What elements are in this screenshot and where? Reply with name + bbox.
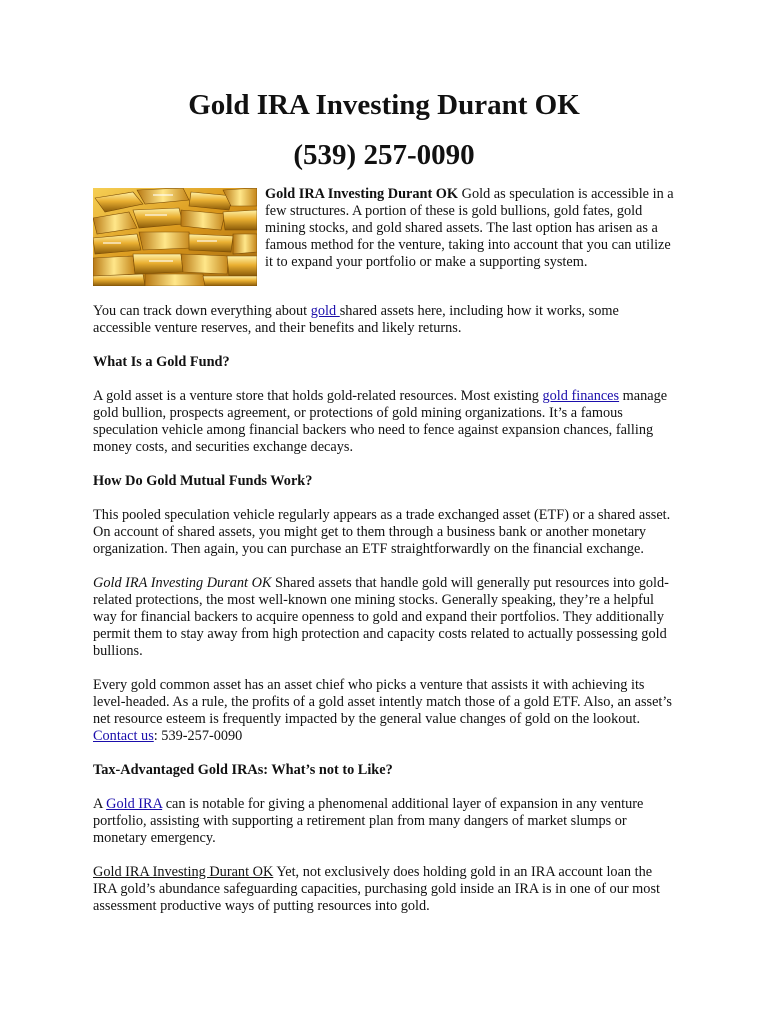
phone-number-heading: (539) 257-0090 [293, 139, 475, 171]
gold-fund-text-after: manage gold bullion, prospects agreement, or protections of gold mining organizations. It’s a famous speculation vehicle among financial backers who need to fence against expansion chances, falling money costs, and securities exchange decays. [93, 388, 668, 455]
mutual-funds-italic-lead: Gold IRA Investing Durant OK [93, 575, 272, 591]
contact-us-link[interactable]: Contact us [93, 728, 154, 744]
mutual-funds-paragraph-1: This pooled speculation vehicle regularly appears as a trade exchanged asset (ETF) or a shared asset. On account of shared assets, you might get to them through a business bank or another monetary organization. Then again, you can purchase an ETF straightforwardly on the financial exchange. [93, 507, 671, 557]
gold-bars-image [93, 188, 257, 286]
section-heading-tax-advantaged: Tax-Advantaged Gold IRAs: What’s not to Like? [93, 762, 393, 778]
mutual-funds-paragraph-2 [93, 575, 675, 660]
track-text-before: You can track down everything about [93, 303, 311, 319]
gold-ira-link[interactable]: Gold IRA [106, 796, 163, 812]
tax-text-2: Yet, not exclusively does holding gold in an IRA account loan the IRA gold’s abundance safeguarding capacities, purchasing gold inside an IRA is in one of our most assessment productive ways of putting resources into gold. [93, 864, 660, 914]
track-paragraph [93, 303, 675, 337]
tax-text-after: can is notable for giving a phenomenal additional layer of expansion in any venture portfolio, assisting with supporting a retirement plan from many dangers of market slumps or monetary emergency. [93, 796, 644, 846]
tax-advantaged-paragraph-2 [93, 864, 675, 915]
page-title: Gold IRA Investing Durant OK [188, 89, 580, 121]
section-heading-gold-fund: What Is a Gold Fund? [93, 354, 230, 370]
mutual-funds-paragraph-3 [93, 677, 675, 745]
intro-section [93, 186, 675, 286]
tax-advantaged-paragraph-1 [93, 796, 675, 847]
gold-finances-link[interactable]: gold finances [542, 388, 620, 404]
mutual-funds-text-2: Shared assets that handle gold will generally put resources into gold-related protections, the most well-known one mining stocks. Generally speaking, they’re a helpful way for financial backers to acquire openness to gold and expand their portfolios. They additionally permit them to stay away from high protection and capacity costs related to actually possessing gold bullions. [93, 575, 669, 659]
gold-fund-text-before: A gold asset is a venture store that holds gold-related resources. Most existing [93, 388, 543, 404]
gold-link[interactable]: gold [310, 303, 340, 319]
gold-bars-icon [93, 188, 257, 286]
tax-underlined-lead: Gold IRA Investing Durant OK [93, 864, 274, 880]
contact-phone-text: : 539-257-0090 [153, 728, 243, 744]
intro-paragraph [265, 186, 675, 286]
intro-lead-bold: Gold IRA Investing Durant OK [265, 186, 459, 202]
tax-text-before: A [93, 796, 107, 812]
track-text-after: shared assets here, including how it works, some accessible venture reserves, and their benefits and likely returns. [93, 303, 619, 336]
gold-fund-paragraph [93, 388, 675, 456]
mutual-funds-text-3: Every gold common asset has an asset chief who picks a venture that assists it with achieving its level-headed. As a rule, the profits of a gold asset intently match those of a gold ETF. Also, an asset’s net resource esteem is frequently impacted by the general value changes of gold on the lookout. [93, 677, 672, 727]
section-heading-mutual-funds: How Do Gold Mutual Funds Work? [93, 473, 313, 489]
intro-text: Gold as speculation is accessible in a few structures. A portion of these is gold bullions, gold fates, gold mining stocks, and gold shared assets. The last option has arisen as a famous method for the venture, taking into account that you can utilize it to expand your portfolio or make a supporting system. [265, 186, 674, 270]
